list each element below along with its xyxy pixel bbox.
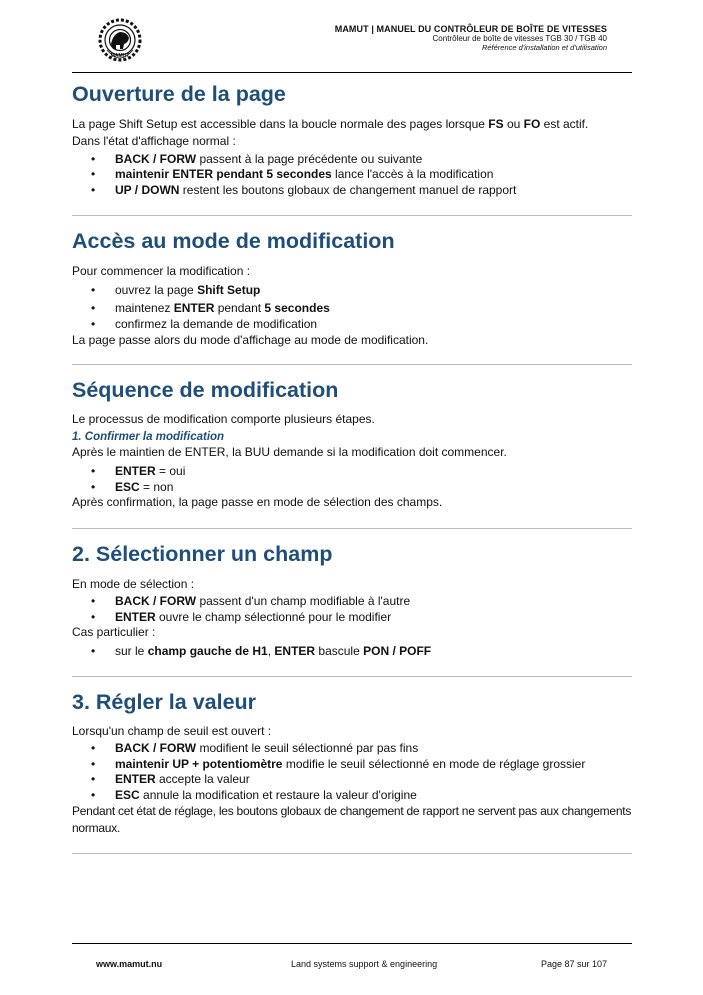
text: ouvrez la page (115, 283, 198, 298)
bullet-list (72, 281, 632, 333)
section-title: Ouverture de la page (72, 82, 286, 106)
document-header (335, 24, 607, 52)
section-divider (72, 853, 632, 854)
text: bascule (315, 644, 364, 659)
bold-text: ENTER (115, 772, 156, 787)
page-content (72, 82, 632, 854)
section-title: Accès au mode de modification (72, 229, 395, 254)
note-paragraph: Pendant cet état de réglage, les boutons globaux de changement de rapport ne servent pas aux changements normaux. (72, 804, 632, 836)
bold-text: BACK / FORW (115, 151, 197, 166)
text: modifient le seuil sélectionné par pas fins (196, 741, 419, 756)
list-item (72, 788, 632, 804)
list-item (72, 152, 632, 168)
bold-text: ENTER (115, 609, 156, 624)
footer-page-number: Page 87 sur 107 (540, 959, 607, 969)
list-item (72, 610, 632, 626)
paragraph: Après confirmation, la page passe en mode de sélection des champs. (72, 495, 443, 510)
text: annule la modification et restaure la valeur d'origine (139, 787, 417, 802)
text: modifie le seuil sélectionné en mode de réglage grossier (282, 756, 586, 771)
paragraph: La page passe alors du mode d'affichage au mode de modification. (72, 332, 429, 347)
list-item (72, 741, 632, 757)
text: ou (503, 116, 524, 131)
section-select-field (72, 542, 632, 659)
list-item (72, 757, 632, 773)
text: passent à la page précédente ou suivante (196, 151, 423, 166)
text: = oui (155, 464, 186, 479)
text: , (267, 644, 275, 659)
subheading: 1. Confirmer la modification (72, 431, 225, 444)
footer-tagline: Land systems support & engineering (291, 959, 438, 969)
text: lance l'accès à la modification (331, 167, 494, 182)
bold-text: ENTER (274, 644, 316, 659)
paragraph: Dans l'état d'affichage normal : (72, 133, 236, 148)
paragraph: Lorsqu'un champ de seuil est ouvert : (72, 724, 272, 739)
text: passent d'un champ modifiable à l'autre (196, 594, 411, 609)
paragraph: Le processus de modification comporte plusieurs étapes. (72, 412, 375, 427)
text: ouvre le champ sélectionné pour le modifier (155, 609, 392, 624)
bullet-list (72, 644, 632, 660)
list-item (72, 464, 632, 480)
bullet-list (72, 464, 632, 495)
section-divider (72, 528, 632, 529)
bold-text: BACK / FORW (115, 594, 197, 609)
list-item (72, 644, 632, 660)
section-page-opening (72, 82, 632, 198)
paragraph: En mode de sélection : (72, 577, 195, 592)
text: sur le (115, 644, 148, 659)
bold-text: FO (523, 116, 541, 131)
section-divider (72, 676, 632, 677)
bold-text: maintenir UP + potentiomètre (115, 756, 283, 771)
bold-text: PON / POFF (363, 644, 432, 659)
text: = non (139, 479, 174, 494)
section-edit-mode-access (72, 229, 632, 347)
section-title: Séquence de modification (72, 377, 339, 402)
list-item (72, 299, 632, 317)
bullet-list (72, 594, 632, 625)
bold-text: ESC (115, 479, 140, 494)
paragraph: Cas particulier : (72, 625, 156, 640)
header-title: MAMUT | MANUEL DU CONTRÔLEUR DE BOÎTE DE VITESSES (334, 24, 607, 34)
list-item (72, 594, 632, 610)
bold-text: champ gauche de H1 (147, 644, 268, 659)
section-divider (72, 364, 632, 365)
bullet-list (72, 152, 632, 199)
text: accepte la valeur (155, 772, 250, 787)
section-adjust-value (72, 690, 632, 838)
bold-text: 5 secondes (264, 301, 330, 316)
header-divider (72, 72, 632, 73)
text: La page Shift Setup est accessible dans la boucle normale des pages lorsque (72, 116, 489, 131)
bold-text: UP / DOWN (115, 182, 180, 197)
list-item (72, 480, 632, 496)
bold-text: ESC (115, 787, 140, 802)
text: est actif. (540, 116, 589, 131)
list-item (72, 281, 632, 299)
list-item (72, 167, 632, 183)
bold-text: FS (488, 116, 504, 131)
text: maintenez (115, 301, 174, 316)
footer-website-link[interactable]: www.mamut.nu (96, 959, 163, 969)
bold-text: BACK / FORW (115, 741, 197, 756)
paragraph: Pour commencer la modification : (72, 264, 251, 279)
paragraph (72, 116, 632, 133)
text: pendant (214, 301, 265, 316)
list-item (72, 317, 632, 333)
text: confirmez la demande de modification (115, 317, 318, 332)
header-subtitle: Contrôleur de boîte de vitesses TGB 30 / TGB 40 (432, 34, 607, 44)
bullet-list (72, 741, 632, 803)
bold-text: ENTER (115, 464, 156, 479)
section-divider (72, 215, 632, 216)
list-item (72, 772, 632, 788)
svg-text:MAMUT: MAMUT (110, 53, 130, 59)
bold-text: maintenir ENTER pendant 5 secondes (115, 167, 332, 182)
bold-text: Shift Setup (197, 283, 261, 298)
list-item (72, 183, 632, 199)
header-reference: Référence d'installation et d'utilisation (481, 42, 607, 52)
mamut-logo (94, 16, 146, 64)
section-edit-sequence (72, 378, 632, 511)
footer-divider (72, 943, 632, 944)
paragraph: Après le maintien de ENTER, la BUU demande si la modification doit commencer. (72, 445, 507, 460)
section-title: 2. Sélectionner un champ (72, 542, 333, 567)
section-title: 3. Régler la valeur (72, 689, 257, 714)
bold-text: ENTER (173, 301, 215, 316)
text: restent les boutons globaux de changement manuel de rapport (179, 182, 517, 197)
